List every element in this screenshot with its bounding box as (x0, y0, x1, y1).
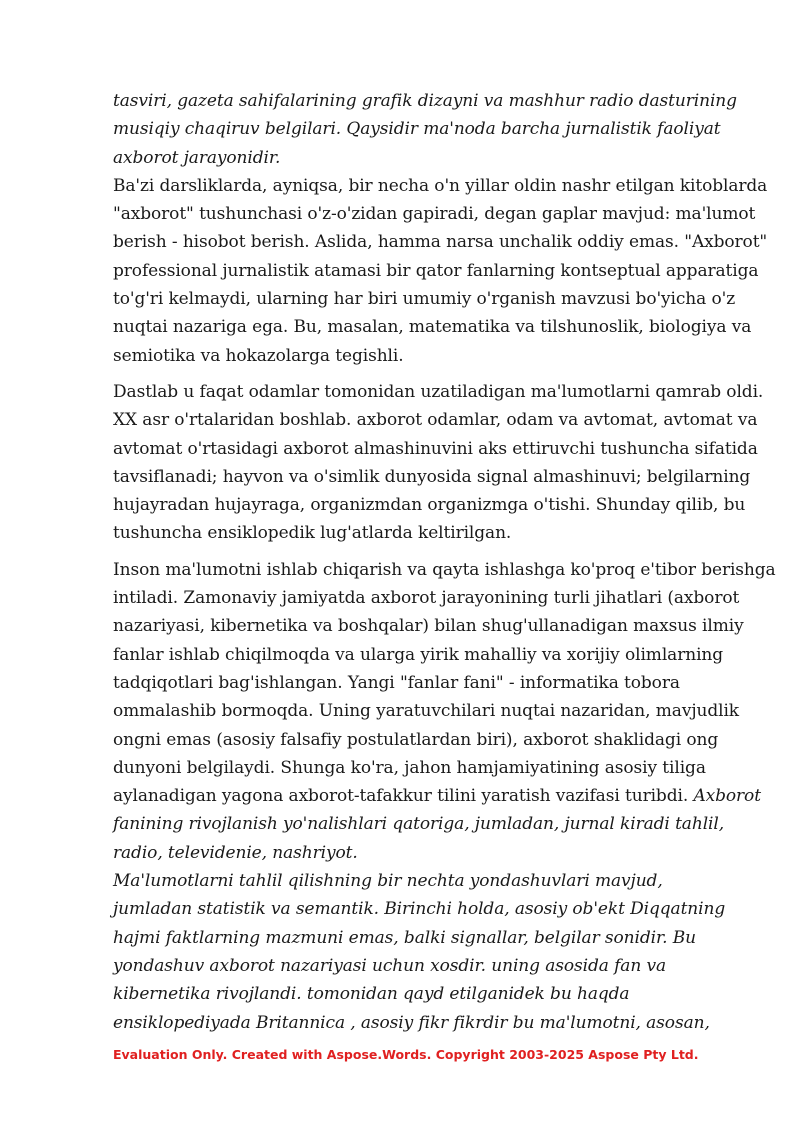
text-line: musiqiy chaqiruv belgilari. Qaysidir ma'noda barcha jurnalistik faoliyat (113, 119, 721, 140)
paragraph-3 (113, 378, 764, 548)
text-line: avtomat o'rtasidagi axborot almashinuvini aks ettiruvchi tushuncha sifatida (113, 438, 758, 459)
text-line: tavsiflanadi; hayvon va o'simlik dunyosida signal almashinuvi; belgilarning (113, 466, 751, 487)
paragraph-4 (113, 556, 776, 867)
paragraph-5 (113, 867, 743, 1037)
text-line: semiotika va hokazolarga tegishli. (113, 345, 404, 366)
text-line: yondashuv axborot nazariyasi uchun xosdir. uning asosida fan va (113, 955, 667, 976)
text-line-mixed (113, 782, 761, 810)
text-line: hujayradan hujayraga, organizmdan organizmga o'tishi. Shunday qilib, bu (113, 495, 746, 516)
text-line: tushuncha ensiklopedik lug'atlarda keltirilgan. (113, 523, 512, 544)
text-line: tadqiqotlari bag'ishlangan. Yangi "fanlar fani" - informatika tobora (113, 672, 680, 693)
text-line: kibernetika rivojlandi. tomonidan qayd etilganidek bu haqda (113, 984, 630, 1005)
text-line: tasviri, gazeta sahifalarining grafik dizayni va mashhur radio dasturining (113, 91, 737, 111)
document-body (113, 87, 776, 1037)
evaluation-watermark: Evaluation Only. Created with Aspose.Words. Copyright 2003-2025 Aspose Pty Ltd. (113, 1047, 699, 1062)
text-line: "axborot" tushunchasi o'z-o'zidan gapiradi, degan gaplar mavjud: ma'lumot (113, 204, 756, 225)
text-line: dunyoni belgilaydi. Shunga ko'ra, jahon hamjamiyatining asosiy tiliga (113, 757, 706, 778)
text-line: Dastlab u faqat odamlar tomonidan uzatiladigan ma'lumotlarni qamrab oldi. (113, 381, 764, 402)
text-line: jumladan statistik va semantik. Birinchi holda, asosiy ob'ekt Diqqatning (113, 899, 726, 920)
text-line: ommalashib bormoqda. Uning yaratuvchilari nuqtai nazaridan, mavjudlik (113, 701, 740, 722)
text-line: intiladi. Zamonaviy jamiyatda axborot jarayonining turli jihatlari (axborot (113, 588, 740, 609)
text-line: radio, televidenie, nashriyot. (113, 842, 358, 863)
text-line: XX asr o'rtalaridan boshlab. axborot odamlar, odam va avtomat, avtomat va (113, 410, 758, 431)
text-segment: aylanadigan yagona axborot-tafakkur tilini yaratish vazifasi turibdi. (113, 786, 694, 807)
text-line: ongni emas (asosiy falsafiy postulatlardan biri), axborot shaklidagi ong (113, 729, 719, 750)
text-line: fanining rivojlanish yo'nalishlari qatoriga, jumladan, jurnal kiradi tahlil, (113, 814, 725, 835)
text-line: fanlar ishlab chiqilmoqda va ularga yirik mahalliy va xorijiy olimlarning (113, 644, 724, 665)
paragraph-2 (113, 172, 768, 370)
text-line: Inson ma'lumotni ishlab chiqarish va qayta ishlashga ko'proq e'tibor berishga (113, 559, 776, 580)
text-line: berish - hisobot berish. Aslida, hamma narsa unchalik oddiy emas. "Axborot" (113, 232, 768, 253)
text-line: to'g'ri kelmaydi, ularning har biri umumiy o'rganish mavzusi bo'yicha o'z (113, 289, 736, 310)
text-line: Ba'zi darsliklarda, ayniqsa, bir necha o'n yillar oldin nashr etilgan kitoblarda (113, 175, 768, 196)
text-line: axborot jarayonidir. (113, 147, 281, 168)
text-line: hajmi faktlarning mazmuni emas, balki signallar, belgilar sonidir. Bu (113, 927, 696, 948)
paragraph-1 (113, 87, 743, 172)
text-line: nazariyasi, kibernetika va boshqalar) bilan shug'ullanadigan maxsus ilmiy (113, 616, 744, 637)
text-line: nuqtai nazariga ega. Bu, masalan, matematika va tilshunoslik, biologiya va (113, 317, 752, 338)
text-line: ensiklopediyada Britannica , asosiy fikr fikrdir bu ma'lumotni, asosan, (113, 1012, 710, 1033)
text-line: Ma'lumotlarni tahlil qilishning bir nechta yondashuvlari mavjud, (113, 871, 663, 892)
text-line: professional jurnalistik atamasi bir qator fanlarning kontseptual apparatiga (113, 260, 759, 281)
text-segment-italic: Axborot (693, 786, 761, 807)
